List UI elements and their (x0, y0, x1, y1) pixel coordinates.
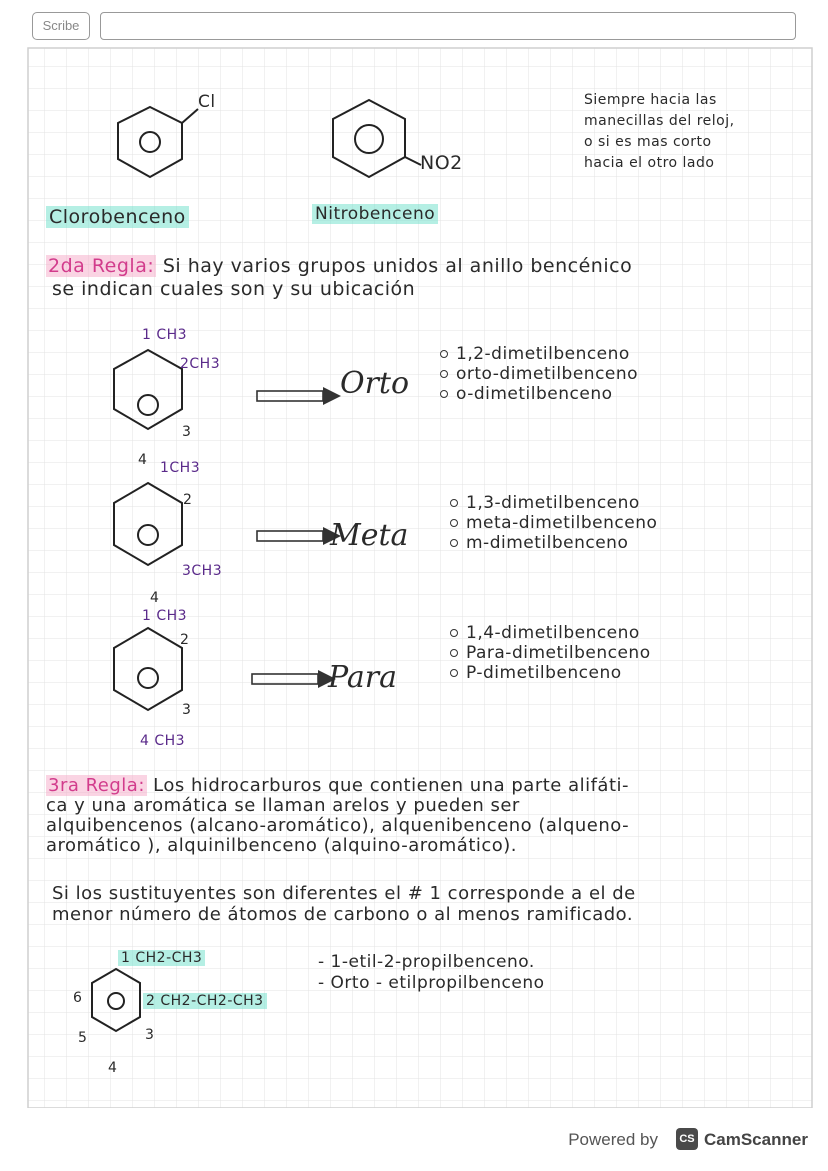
rule2-line2: se indican cuales son y su ubicación (52, 278, 416, 300)
powered-by-text: Powered by (568, 1130, 658, 1149)
nitrobenzene-label: Nitrobenceno (312, 204, 438, 224)
para-pos3: 3 (182, 702, 192, 718)
last-pos3: 3 (145, 1027, 155, 1043)
nitro-substituent: NO2 (420, 152, 463, 174)
para-pos1: 1 CH3 (142, 608, 188, 624)
para-names: 1,4-dimetilbenceno Para-dimetilbenceno P-dimetilbenceno (450, 623, 651, 683)
rule3-block: 3ra Regla: Los hidrocarburos que contienen una parte alifáti- ca y una aromática se llaman arelos y pueden ser alquibencenos (alcano-aromático), alquenibenceno (alqueno- aromático ), alquinilbenceno (alquino-aromático). (46, 775, 630, 856)
direction-note: Siempre hacia las manecillas del reloj, o si es mas corto hacia el otro lado (584, 92, 735, 171)
ortho-arrow-icon (255, 385, 345, 409)
meta-pos3: 3CH3 (182, 563, 223, 579)
para-arrow-icon (250, 668, 340, 692)
chlorobenzene-structure (110, 95, 250, 205)
last-pos1: 1 CH2-CH3 (118, 950, 205, 966)
last-pos4: 4 (108, 1060, 118, 1076)
last-names: - 1-etil-2-propilbenceno. - Orto - etilpropilbenceno (318, 952, 545, 993)
camscanner-logo-icon: CS (676, 1128, 698, 1150)
scribe-logo: Scribe (32, 12, 90, 40)
nitrobenzene-structure (325, 95, 445, 205)
rule2-label: 2da Regla: (48, 255, 155, 277)
last-pos5: 5 (78, 1030, 88, 1046)
rule3-label: 3ra Regla: (48, 775, 145, 796)
ortho-pos2: 2CH3 (180, 356, 221, 372)
ortho-pos3: 3 (182, 424, 192, 440)
ortho-pos4: 4 (138, 452, 148, 468)
chlorobenzene-label: Clorobenceno (46, 206, 189, 228)
para-word: Para (328, 660, 397, 695)
last-pos6: 6 (73, 990, 83, 1006)
meta-pos2: 2 (183, 492, 193, 508)
rule2-line1: 2da Regla: Si hay varios grupos unidos al anillo bencénico (48, 255, 633, 277)
meta-names: 1,3-dimetilbenceno meta-dimetilbenceno m-dimetilbenceno (450, 493, 657, 553)
meta-word: Meta (330, 518, 409, 553)
meta-pos4: 4 (150, 590, 160, 606)
last-pos2: 2 CH2-CH2-CH3 (143, 993, 267, 1009)
ortho-word: Orto (340, 366, 410, 401)
header-bar (100, 12, 796, 40)
rule3-substituents: Si los sustituyentes son diferentes el # 1 corresponde a el de menor número de átomos de carbono o al menos ramificado. (52, 883, 636, 925)
para-pos4: 4 CH3 (140, 733, 186, 749)
camscanner-name: CamScanner (704, 1130, 808, 1149)
para-pos2: 2 (180, 632, 190, 648)
chloro-substituent: Cl (198, 92, 216, 112)
ortho-names: 1,2-dimetilbenceno orto-dimetilbenceno o-dimetilbenceno (440, 344, 638, 404)
meta-pos1: 1CH3 (160, 460, 201, 476)
ortho-pos1: 1 CH3 (142, 327, 188, 343)
